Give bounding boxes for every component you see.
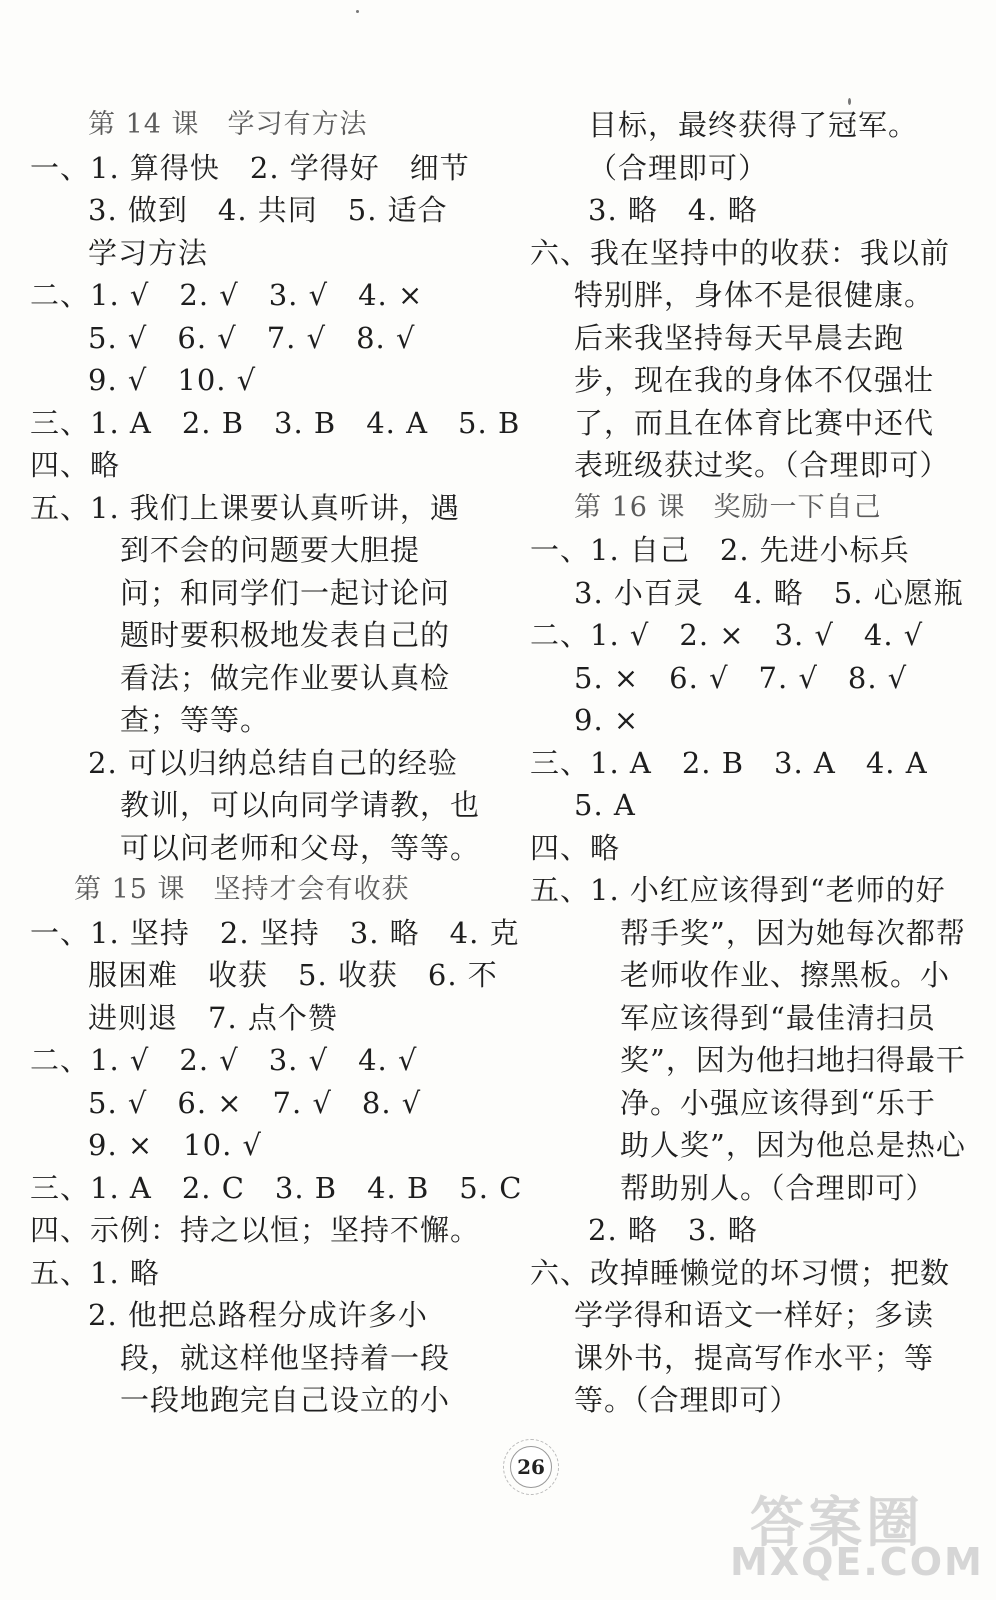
answer-line: 五、1. 我们上课要认真听讲，遇	[30, 490, 460, 525]
answer-line: 军应该得到“最佳清扫员	[620, 1000, 936, 1035]
answer-line: 9. ×	[574, 703, 640, 737]
answer-line: 学学得和语文一样好；多读	[574, 1298, 935, 1332]
answer-line: （合理即可）	[588, 150, 769, 185]
watermark	[730, 1480, 984, 1590]
answer-line: 五、1. 略	[30, 1255, 160, 1290]
answer-line: 可以问老师和父母，等等。	[120, 830, 481, 865]
answer-line: 题时要积极地发表自己的	[120, 618, 451, 652]
answer-line: 五、1. 小红应该得到“老师的好	[530, 873, 946, 907]
answer-line: 目标，最终获得了冠军。	[588, 108, 919, 142]
answer-line: 3. 小百灵 4. 略 5. 心愿瓶	[574, 575, 964, 610]
answer-line: 5. A	[574, 788, 636, 822]
answer-line: 帮手奖”，因为她每次都帮	[620, 915, 966, 950]
answer-line: 后来我坚持每天早晨去跑	[574, 320, 905, 355]
page-number: 26	[510, 1446, 552, 1488]
answer-line: 四、略	[530, 830, 621, 865]
watermark-logo: 答案圈	[750, 1491, 924, 1554]
answer-line: 2. 他把总路程分成许多小	[88, 1298, 428, 1332]
answer-line: 看法；做完作业要认真检	[120, 660, 451, 695]
answer-line: 3. 略 4. 略	[588, 193, 758, 227]
answer-line: 四、示例：持之以恒；坚持不懈。	[30, 1213, 481, 1247]
answer-line: 三、1. A 2. B 3. A 4. A	[530, 745, 928, 780]
lesson-title: 第 14 课 学习有方法	[88, 109, 368, 140]
answer-line: 奖”，因为他扫地扫得最干	[620, 1043, 966, 1077]
answer-line: 净。小强应该得到“乐于	[620, 1085, 936, 1120]
answer-line: 三、1. A 2. C 3. B 4. B 5. C	[30, 1170, 523, 1205]
answer-line: 查；等等。	[120, 703, 271, 737]
answer-line: 教训，可以向同学请教，也	[120, 788, 481, 822]
answer-line: 老师收作业、擦黑板。小	[620, 958, 951, 992]
answer-line: 了，而且在体育比赛中还代	[574, 405, 935, 440]
answer-line: 服困难 收获 5. 收获 6. 不	[88, 958, 498, 992]
scan-speck	[356, 10, 359, 13]
answer-line: 三、1. A 2. B 3. B 4. A 5. B	[30, 405, 521, 440]
answer-line: 六、我在坚持中的收获：我以前	[530, 235, 951, 270]
answer-line: 5. √ 6. √ 7. √ 8. √	[88, 320, 416, 355]
answer-line: 步，现在我的身体不仅强壮	[574, 363, 935, 397]
lesson-title: 第 16 课 奖励一下自己	[574, 491, 882, 523]
watermark-url: MXQE.COM	[730, 1540, 984, 1584]
answer-line: 2. 略 3. 略	[588, 1213, 758, 1247]
answer-line: 课外书，提高写作水平；等	[574, 1340, 935, 1375]
answer-line: 2. 可以归纳总结自己的经验	[88, 745, 458, 780]
answer-line: 六、改掉睡懒觉的坏习惯；把数	[530, 1255, 951, 1290]
answer-line: 二、1. √ 2. √ 3. √ 4. √	[30, 1043, 418, 1077]
answer-line: 一、1. 算得快 2. 学得好 细节	[30, 150, 470, 185]
answer-line: 表班级获过奖。（合理即可）	[574, 448, 950, 482]
answer-line: 3. 做到 4. 共同 5. 适合	[88, 193, 448, 227]
answer-line: 一、1. 自己 2. 先进小标兵	[530, 533, 910, 567]
scan-speck	[848, 98, 851, 105]
lesson-title: 第 15 课 坚持才会有收获	[74, 874, 410, 905]
answer-line: 9. √ 10. √	[88, 363, 257, 397]
answer-line: 帮助别人。（合理即可）	[620, 1170, 936, 1205]
answer-line: 5. × 6. √ 7. √ 8. √	[574, 660, 908, 695]
answer-line: 到不会的问题要大胆提	[120, 533, 421, 567]
answer-line: 二、1. √ 2. √ 3. √ 4. ×	[30, 278, 424, 312]
answer-line: 四、略	[30, 448, 121, 482]
answer-line: 一段地跑完自己设立的小	[120, 1383, 451, 1417]
answer-line: 特别胖，身体不是很健康。	[574, 278, 935, 312]
answer-line: 9. × 10. √	[88, 1128, 263, 1162]
answer-line: 等。（合理即可）	[574, 1383, 800, 1417]
answer-line: 学习方法	[88, 235, 209, 270]
answer-line: 5. √ 6. × 7. √ 8. √	[88, 1085, 422, 1120]
right-column	[530, 104, 970, 1422]
answer-line: 二、1. √ 2. × 3. √ 4. √	[530, 618, 924, 652]
answer-line: 进则退 7. 点个赞	[88, 1000, 338, 1035]
answer-line: 一、1. 坚持 2. 坚持 3. 略 4. 克	[30, 915, 520, 950]
answer-line: 助人奖”，因为他总是热心	[620, 1128, 966, 1162]
left-column	[30, 104, 523, 1422]
answer-line: 段，就这样他坚持着一段	[120, 1340, 451, 1375]
answer-line: 问；和同学们一起讨论问	[120, 575, 451, 610]
